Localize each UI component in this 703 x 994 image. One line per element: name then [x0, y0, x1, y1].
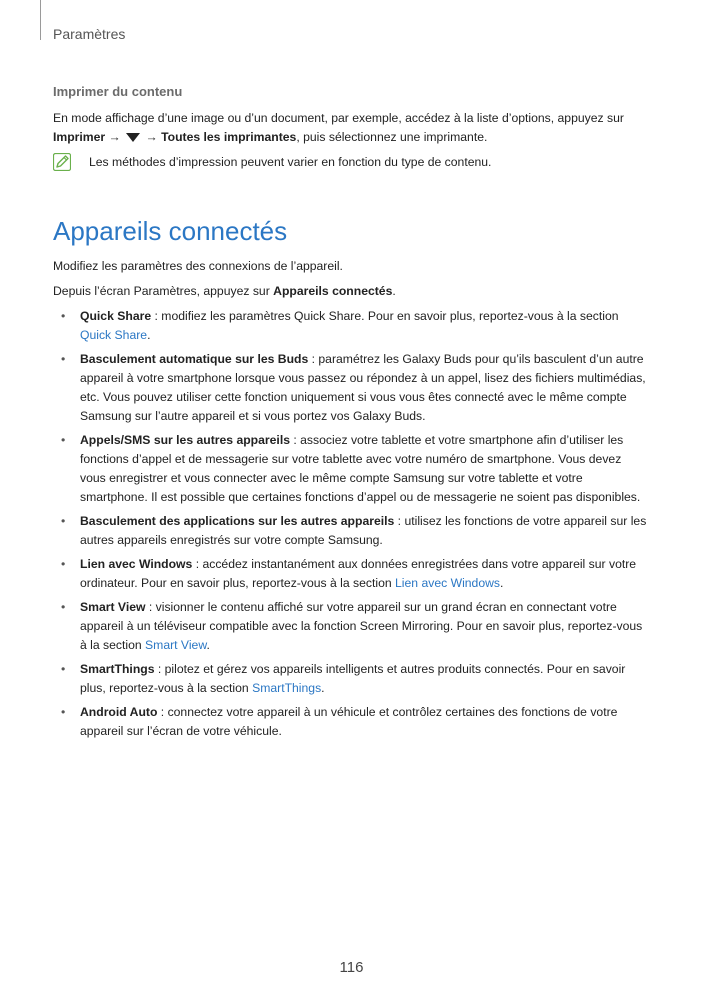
path-prefix: Depuis l’écran Paramètres, appuyez sur	[53, 284, 274, 298]
arrow-1: →	[108, 130, 121, 144]
bullet: •	[61, 433, 66, 447]
list-item-smartthings	[53, 660, 649, 698]
bullet: •	[61, 557, 66, 571]
list-item-calls-sms	[53, 431, 649, 507]
path-suffix: .	[392, 284, 396, 298]
bullet: •	[61, 309, 66, 323]
page-number: 116	[339, 959, 364, 976]
menu-item-all-printers: Toutes les imprimantes	[161, 130, 297, 144]
item-text: : paramétrez les Galaxy Buds pour qu’ils basculent d’un autre appareil à votre smartphone lorsque vous passez ou répondez à un appel, lisez des fichiers multimédias, etc. Vous pouvez utiliser cette fonction uniquement si vous vous êtes connecté avec le même compte Samsung sur l’autre appareil et si vous portez vos Galaxy Buds.	[80, 352, 646, 423]
item-term: Basculement des applications sur les autres appareils	[80, 514, 395, 528]
print-text-before: En mode affichage d’une image ou d’un document, par exemple, accédez à la liste d’options, appuyez sur	[53, 111, 624, 125]
item-term: Smart View	[80, 600, 146, 614]
link-smart-view[interactable]: Smart View	[145, 638, 207, 652]
print-note	[53, 153, 649, 172]
item-end: .	[321, 681, 325, 695]
list-item-auto-switch-buds	[53, 350, 649, 426]
bullet: •	[61, 662, 66, 676]
item-text: : utilisez les fonctions de votre appareil sur les autres appareils enregistrés sur votre compte Samsung.	[80, 514, 647, 547]
bullet: •	[61, 600, 66, 614]
list-item-app-switch	[53, 512, 649, 550]
dropdown-triangle-icon	[126, 133, 140, 142]
item-term: Quick Share	[80, 309, 152, 323]
link-windows[interactable]: Lien avec Windows	[395, 576, 501, 590]
menu-item-print: Imprimer	[53, 130, 106, 144]
connected-devices-title: Appareils connectés	[53, 216, 288, 246]
arrow-2: →	[145, 130, 158, 144]
bullet: •	[61, 352, 66, 366]
item-term: SmartThings	[80, 662, 155, 676]
list-item-quick-share	[53, 307, 649, 345]
connected-devices-list	[53, 307, 649, 741]
item-text: : accédez instantanément aux données enregistrées dans votre appareil sur votre ordinateur. Pour en savoir plus, reportez-vous à la section	[80, 557, 637, 590]
bullet: •	[61, 514, 66, 528]
item-text: : modifiez les paramètres Quick Share. Pour en savoir plus, reportez-vous à la section	[151, 309, 619, 323]
bullet: •	[61, 705, 66, 719]
print-note-text: Les méthodes d’impression peuvent varier en fonction du type de contenu.	[89, 155, 492, 169]
item-term: Android Auto	[80, 705, 158, 719]
item-text: : connectez votre appareil à un véhicule et contrôlez certaines des fonctions de votre appareil sur l’écran de votre véhicule.	[80, 705, 618, 738]
item-end: .	[147, 328, 151, 342]
item-text: : visionner le contenu affiché sur votre appareil sur un grand écran en connectant votre appareil à un téléviseur compatible avec la fonction Screen Mirroring. Pour en savoir plus, reportez-vous à la section	[80, 600, 643, 652]
item-end: .	[500, 576, 504, 590]
link-smartthings[interactable]: SmartThings	[252, 681, 322, 695]
item-term: Appels/SMS sur les autres appareils	[80, 433, 290, 447]
list-item-smart-view	[53, 598, 649, 655]
item-text: : pilotez et gérez vos appareils intelligents et autres produits connectés. Pour en savoir plus, reportez-vous à la section	[80, 662, 626, 695]
page-content	[53, 84, 649, 746]
item-end: .	[206, 638, 210, 652]
print-text-after: , puis sélectionnez une imprimante.	[296, 130, 488, 144]
print-subsection-title: Imprimer du contenu	[53, 84, 183, 99]
connected-devices-path	[53, 282, 649, 301]
header-rule	[40, 0, 41, 40]
item-term: Basculement automatique sur les Buds	[80, 352, 309, 366]
path-item: Appareils connectés	[273, 284, 393, 298]
link-quick-share[interactable]: Quick Share	[80, 328, 148, 342]
note-pencil-icon	[53, 153, 71, 171]
list-item-android-auto	[53, 703, 649, 741]
connected-devices-intro: Modifiez les paramètres des connexions de l’appareil.	[53, 259, 343, 273]
item-text: : associez votre tablette et votre smartphone afin d’utiliser les fonctions d’appel et de messagerie sur votre tablette avec votre numéro de smartphone. Vous devez vous enregistrer et vous connecter avec le même compte Samsung sur votre tablette et votre smartphone. Il est possible que certaines fonctions d’appel ou de messagerie ne soient pas disponibles.	[80, 433, 641, 504]
list-item-link-windows	[53, 555, 649, 593]
print-instructions	[53, 109, 649, 147]
item-term: Lien avec Windows	[80, 557, 193, 571]
header-section-label: Paramètres	[53, 26, 126, 42]
